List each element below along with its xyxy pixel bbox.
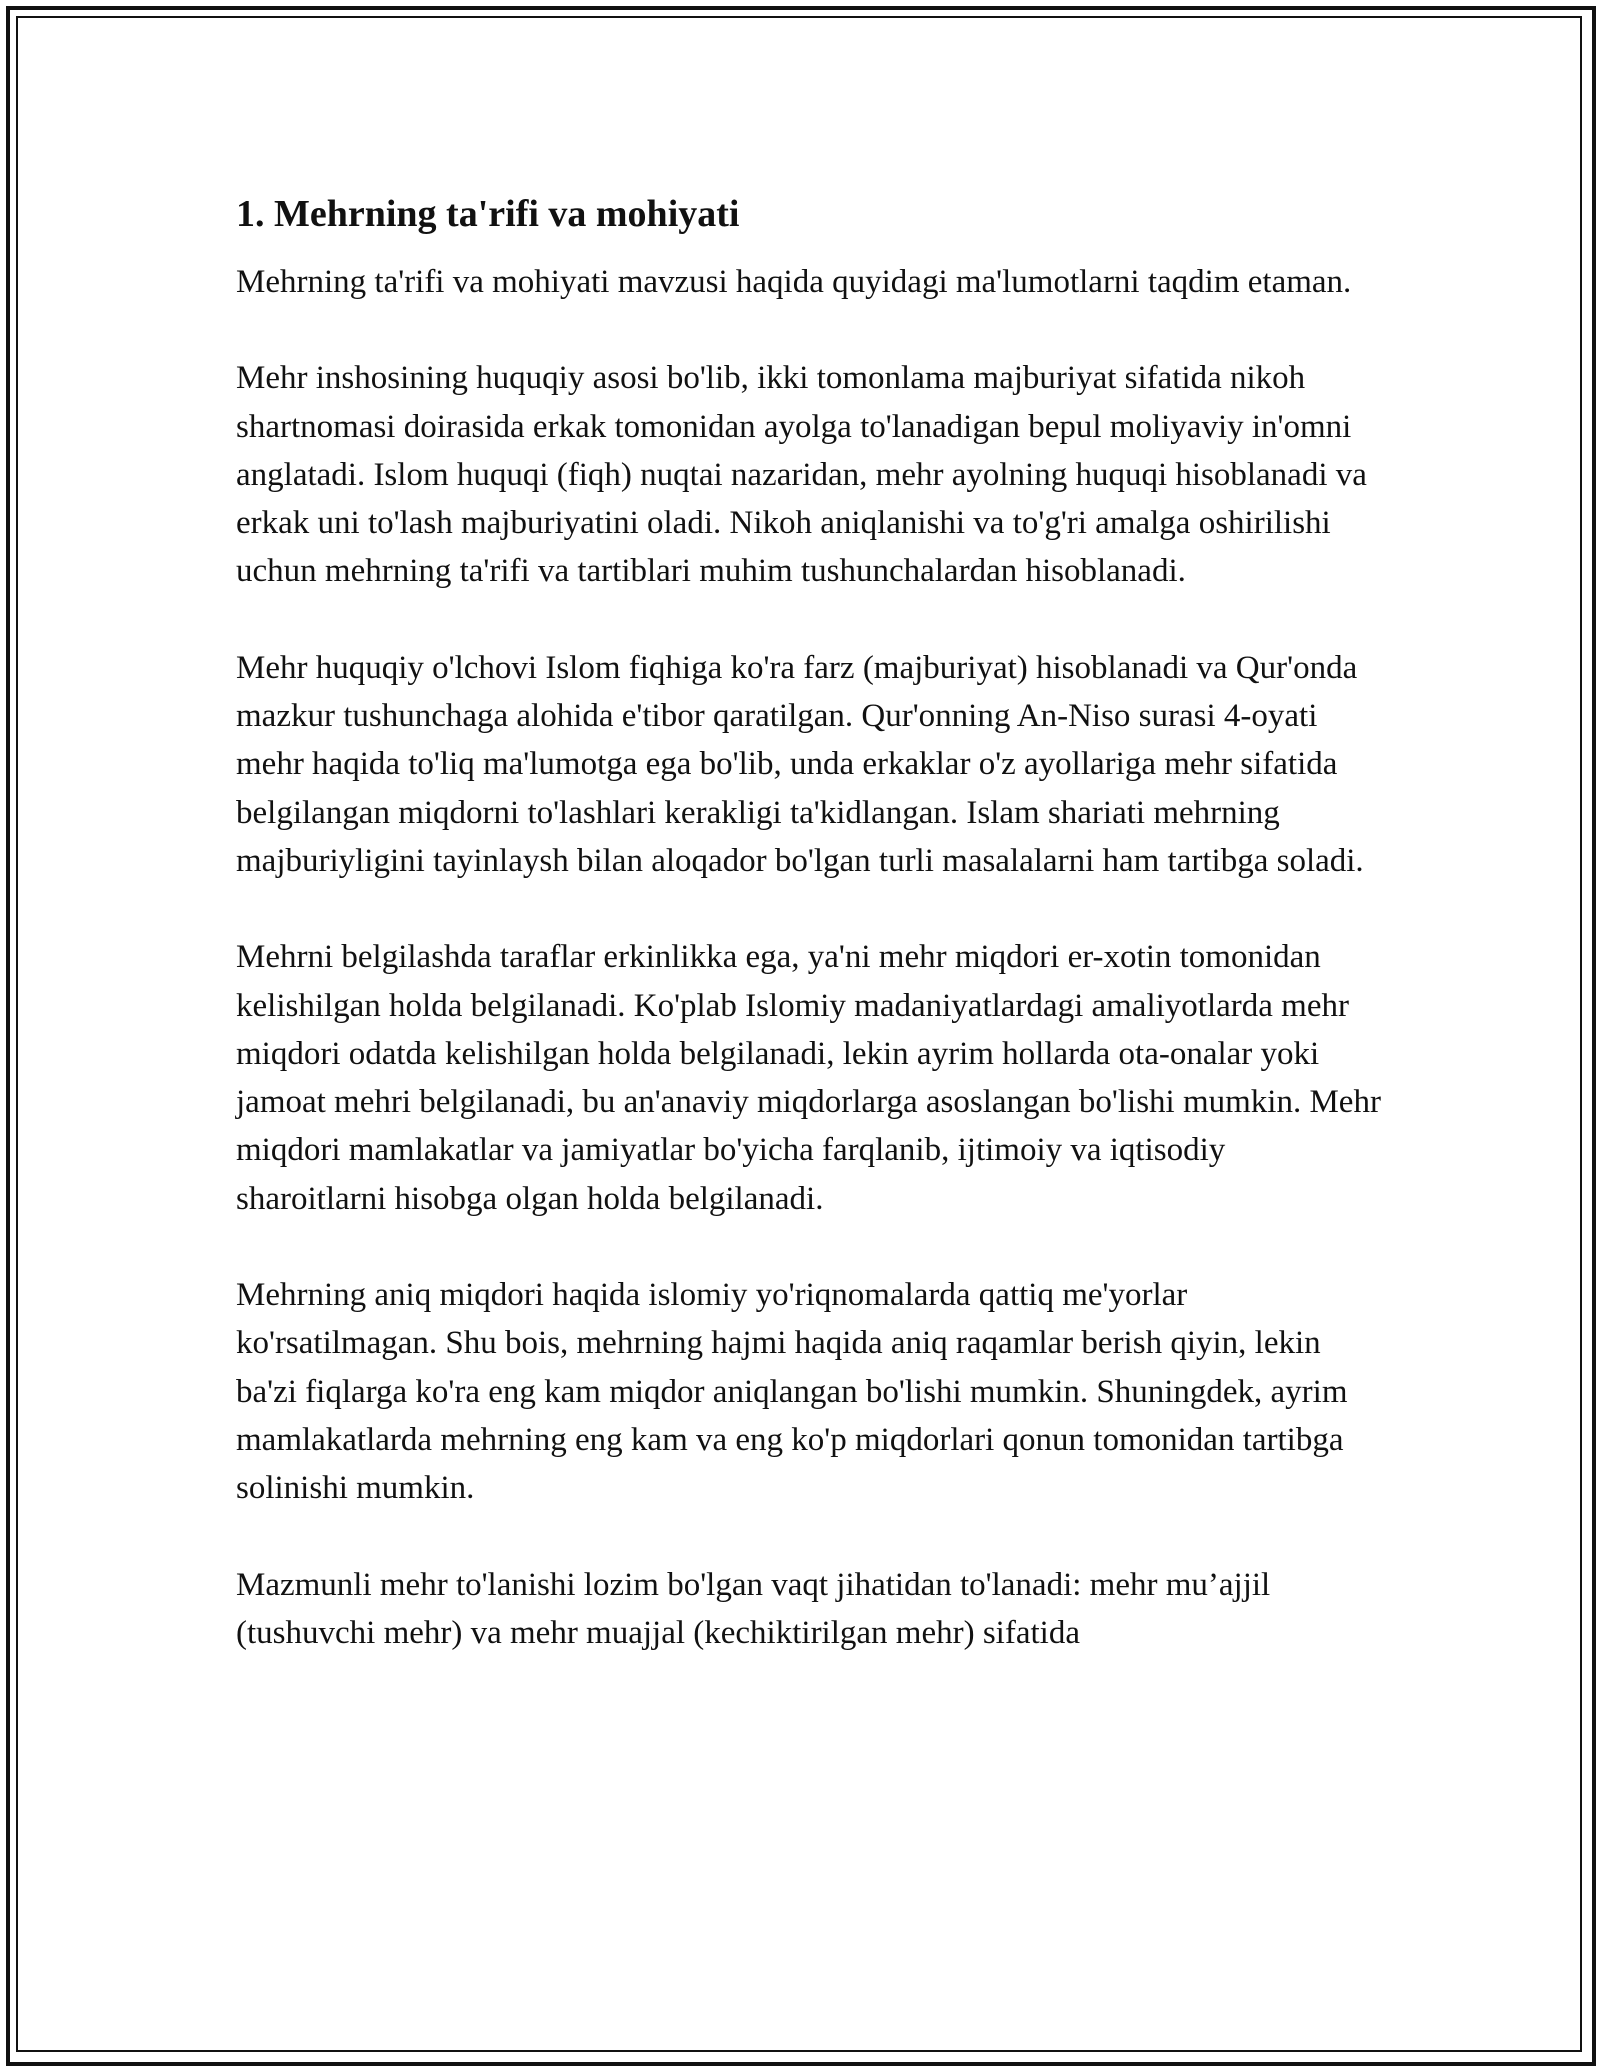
paragraph-intro: Mehrning ta'rifi va mohiyati mavzusi haqida quyidagi ma'lumotlarni taqdim etaman. <box>236 264 1352 300</box>
paragraph-legal-measure: Mehr huquqiy o'lchovi Islom fiqhiga ko'ra farz (majburiyat) hisoblanadi va Qur'onda mazkur tushunchaga alohida e'tibor qaratilgan. Qur'onning An-Niso surasi 4-oyati mehr haqida to'liq ma'lumotga ega bo'lib, unda erkaklar o'z ayollariga mehr sifatida belgilangan miqdorni to'lashlari kerakligi ta'kidlangan. Islam shariati mehrning majburiyligini tayinlaysh bilan aloqador bo'lgan turli masalalarni ham tartibga soladi. <box>236 649 1364 879</box>
section-heading: 1. Mehrning ta'rifi va mohiyati <box>236 193 740 235</box>
paragraph-amount: Mehrning aniq miqdori haqida islomiy yo'riqnomalarda qattiq me'yorlar ko'rsatilmagan. Shu bois, mehrning hajmi haqida aniq raqamlar berish qiyin, lekin ba'zi fiqlarga ko'ra eng kam miqdor aniqlangan bo'lishi mumkin. Shuningdek, ayrim mamlakatlarda mehrning eng kam va eng ko'p miqdorlari qonun tomonidan tartibga solinishi mumkin. <box>236 1277 1348 1507</box>
paragraph-definition: Mehr inshosining huquqiy asosi bo'lib, ikki tomonlama majburiyat sifatida nikoh shartnomasi doirasida erkak tomonidan ayolga to'lanadigan bepul moliyaviy in'omni anglatadi. Islom huquqi (fiqh) nuqtai nazaridan, mehr ayolning huquqi hisoblanadi va erkak uni to'lash majburiyatini oladi. Nikoh aniqlanishi va to'g'ri amalga oshirilishi uchun mehrning ta'rifi va tartiblari muhim tushunchalardan hisoblanadi. <box>236 360 1367 590</box>
paragraph-determination: Mehrni belgilashda taraflar erkinlikka ega, ya'ni mehr miqdori er-xotin tomonidan kelishilgan holda belgilanadi. Ko'plab Islomiy madaniyatlardagi amaliyotlarda mehr miqdori odatda kelishilgan holda belgilanadi, lekin ayrim hollarda ota-onalar yoki jamoat mehri belgilanadi, bu an'anaviy miqdorlarga asoslangan bo'lishi mumkin. Mehr miqdori mamlakatlar va jamiyatlar bo'yicha farqlanib, ijtimoiy va iqtisodiy sharoitlarni hisobga olgan holda belgilanadi. <box>236 939 1381 1217</box>
document-body <box>236 182 1382 1705</box>
paragraph-payment-time: Mazmunli mehr to'lanishi lozim bo'lgan vaqt jihatidan to'lanadi: mehr mu’ajjil (tushuvchi mehr) va mehr muajjal (kechiktirilgan mehr) sifatida <box>236 1566 1271 1651</box>
